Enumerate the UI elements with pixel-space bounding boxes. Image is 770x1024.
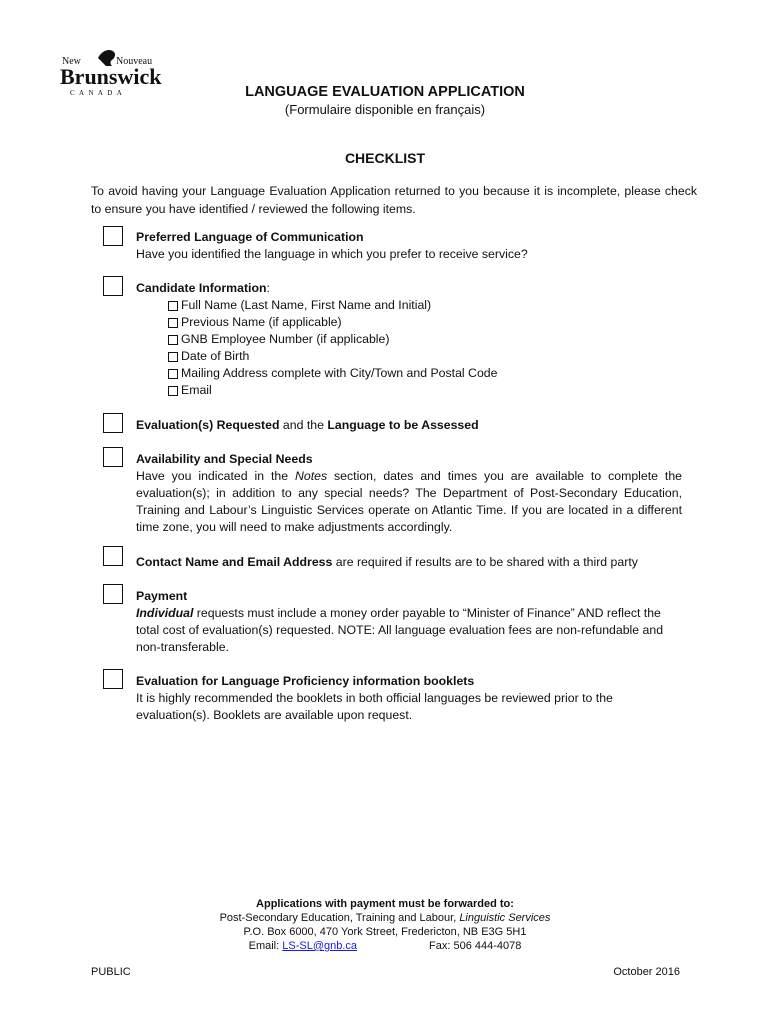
item-payment <box>136 588 682 656</box>
item-preferred-language <box>136 229 682 263</box>
checkbox-availability[interactable] <box>103 447 123 467</box>
mini-checkbox[interactable] <box>168 352 178 362</box>
mini-checkbox[interactable] <box>168 335 178 345</box>
mini-checkbox[interactable] <box>168 318 178 328</box>
item-heading: Availability and Special Needs <box>136 452 313 466</box>
intro-paragraph: To avoid having your Language Evaluation Application returned to you because it is incomplete, please check to ensure you have identified / reviewed the following items. <box>91 184 697 216</box>
mini-checkbox[interactable] <box>168 301 178 311</box>
item-text: Have you identified the language in which you prefer to receive service? <box>136 247 528 261</box>
checkbox-payment[interactable] <box>103 584 123 604</box>
subitem: Date of Birth <box>168 348 497 365</box>
item-text: Have you indicated in the Notes section, dates and times you are available to complete the evaluation(s); in addition to any special needs? The Department of Post-Secondary Education, Training and Labour’s Linguistic Services operate on Atlantic Time. If you are located in a different time zone, you will need to make adjustments accordingly. <box>136 469 682 534</box>
svg-text:Nouveau: Nouveau <box>116 56 153 67</box>
checkbox-contact[interactable] <box>103 546 123 566</box>
mailing-info: Applications with payment must be forwarded to: Post-Secondary Education, Training and Labour, Linguistic Services P.O. Box 6000, 470 York Street, Fredericton, NB E3G 5H1 Email: LS-SL@gnb.ca Fax: 506 444-4078 <box>0 897 770 953</box>
checkbox-candidate-information[interactable] <box>103 276 123 296</box>
svg-text:C A N A D A: C A N A D A <box>70 89 124 97</box>
subitem: Previous Name (if applicable) <box>168 314 497 331</box>
item-heading: Payment <box>136 589 188 603</box>
checkbox-preferred-language[interactable] <box>103 226 123 246</box>
item-heading: Evaluation for Language Proficiency information booklets <box>136 674 475 688</box>
email-link[interactable]: LS-SL@gnb.ca <box>282 940 358 952</box>
mini-checkbox[interactable] <box>168 386 178 396</box>
item-text: It is highly recommended the booklets in both official languages be reviewed prior to the evaluation(s). Booklets are available upon request. <box>136 691 613 722</box>
subitem: Mailing Address complete with City/Town and Postal Code <box>168 365 497 382</box>
item-heading: Preferred Language of Communication <box>136 230 364 244</box>
candidate-subitems <box>168 297 497 399</box>
svg-text:New: New <box>62 56 81 67</box>
page-title: LANGUAGE EVALUATION APPLICATION <box>245 84 525 100</box>
mini-checkbox[interactable] <box>168 369 178 379</box>
subitem: Full Name (Last Name, First Name and Initial) <box>168 297 497 314</box>
item-availability <box>136 451 682 536</box>
item-heading: Candidate Information <box>136 281 267 295</box>
svg-text:Brunswick: Brunswick <box>60 64 162 89</box>
item-candidate-information: Candidate Information: <box>136 281 270 295</box>
item-contact: Contact Name and Email Address are required if results are to be shared with a third party <box>136 555 638 569</box>
checkbox-booklets[interactable] <box>103 669 123 689</box>
item-text: Individual requests must include a money order payable to “Minister of Finance” AND reflect the total cost of evaluation(s) requested. NOTE: All language evaluation fees are non-refundable and non-transferable. <box>136 606 664 654</box>
checklist-heading: CHECKLIST <box>344 150 426 166</box>
page-subtitle: (Formulaire disponible en français) <box>284 102 486 117</box>
subitem: GNB Employee Number (if applicable) <box>168 331 497 348</box>
checkbox-evaluation-requested[interactable] <box>103 413 123 433</box>
item-evaluation-requested: Evaluation(s) Requested and the Language to be Assessed <box>136 418 479 432</box>
contact-line: Email: LS-SL@gnb.ca Fax: 506 444-4078 <box>248 940 522 952</box>
document-date: October 2016 <box>613 966 680 978</box>
item-booklets <box>136 673 682 724</box>
subitem: Email <box>168 382 497 399</box>
classification-label: PUBLIC <box>91 966 131 978</box>
